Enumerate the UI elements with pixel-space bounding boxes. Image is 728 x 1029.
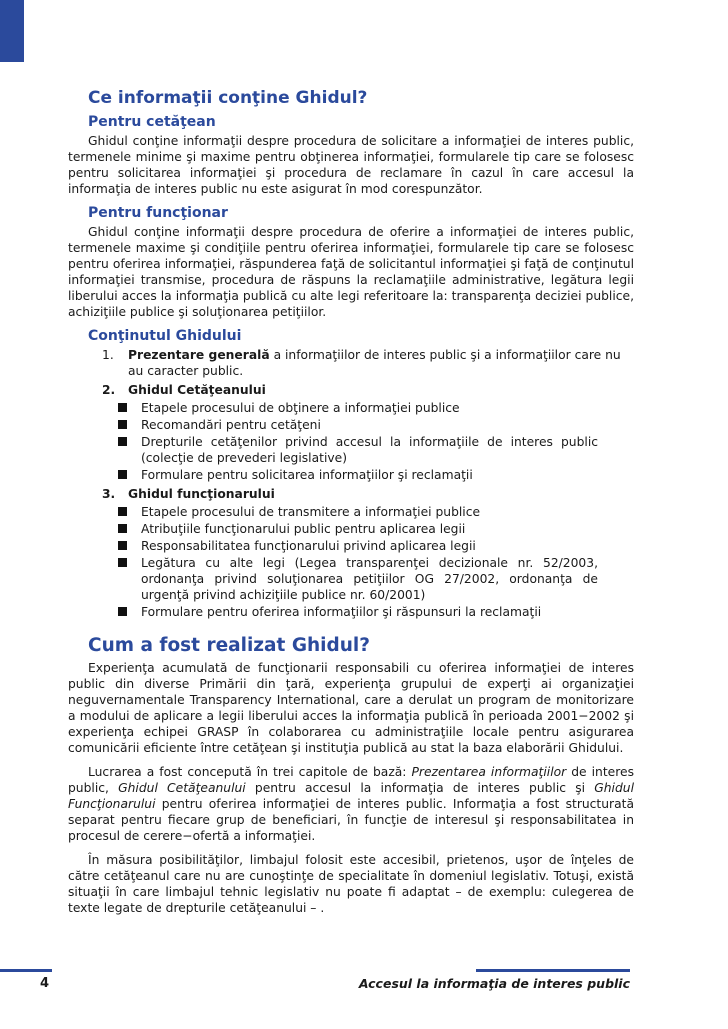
square-bullet-icon [118,470,127,479]
toc-number: 2. [102,383,116,397]
toc-number: 1. [102,348,114,362]
toc-body [128,347,634,379]
toc-item-2 [102,382,634,398]
subheading-citizens: Pentru cetăţean [88,114,216,130]
running-footer-title: Accesul la informaţia de interes public [358,976,630,991]
square-bullet-icon [118,420,127,429]
page-content [68,88,634,924]
toc-body [128,382,634,398]
square-bullet-icon [118,403,127,412]
toc-bullets-citizen [118,400,634,483]
list-item: Etapele procesului de transmitere a informaţiei publice [118,504,634,520]
citizens-paragraph: Ghidul conţine informaţii despre procedura de solicitare a informaţiei de interes public, termenele minime şi maxime pentru obţinerea informaţiei, formularele tip care se folosesc pentru solicitarea informaţiei şi procedura de reclamare în cazul în care accesul la informaţia de interes public nu este asigurat în mod corespunzător. [68,134,634,196]
page-number: 4 [40,976,50,991]
how-made-paragraph-2: Lucrarea a fost concepută în trei capitole de bază: Prezentarea informaţiilor de interes public, Ghidul Cetăţeanului pentru accesul la informaţia de interes public şi Ghidul Funcţionarului pentru oferirea informaţiei de interes public. Informaţia a fost structurată separat pentru fiecare grup de beneficiari, în funcţie de interesul şi responsabilitatea in procesul de cerere−ofertă a informaţiei. [68,765,634,843]
toc-title: Ghidul funcţionarului [128,487,275,501]
footer-rule-left [0,969,52,972]
table-of-contents [68,347,634,620]
toc-number: 3. [102,487,116,501]
toc-title: Prezentare generală [128,348,270,362]
square-bullet-icon [118,607,127,616]
square-bullet-icon [118,507,127,516]
list-item: Legătura cu alte legi (Legea transparenţei decizionale nr. 52/2003, ordonanţa privind soluţionarea petiţiilor OG 27/2002, ordonanţa de urgenţă privind achiziţiile publice nr. 60/2001) [118,555,634,603]
subheading-officials: Pentru funcţionar [88,205,228,221]
square-bullet-icon [118,524,127,533]
list-item: Drepturile cetăţenilor privind accesul la informaţiile de interes public (colecţie de prevederi legislative) [118,434,634,466]
toc-item-3 [102,486,634,502]
toc-body [128,486,634,502]
subheading-guide-contents: Conţinutul Ghidului [88,328,242,344]
list-item: Responsabilitatea funcţionarului privind aplicarea legii [118,538,634,554]
square-bullet-icon [118,541,127,550]
list-item: Recomandări pentru cetăţeni [118,417,634,433]
square-bullet-icon [118,558,127,567]
list-item: Atribuţiile funcţionarului public pentru aplicarea legii [118,521,634,537]
list-item: Etapele procesului de obţinere a informaţiei publice [118,400,634,416]
list-item: Formulare pentru solicitarea informaţiilor şi reclamaţii [118,467,634,483]
footer-rule-right [476,969,630,972]
toc-title: Ghidul Cetăţeanului [128,383,266,397]
officials-paragraph: Ghidul conţine informaţii despre procedura de oferire a informaţiei de interes public, termenele maxime şi condiţiile pentru oferirea informaţiei, formularele tip care se folosesc pentru oferirea informaţiei, răspunderea faţă de solicitantul informaţiei şi faţă de conţinutul informaţiei transmise, procedura de răspuns la reclamaţiile administrative, legătura legii liberului acces la informaţia publică cu alte legi referitoare la: transparenţa deciziei publice, achiziţiile publice şi soluţionarea petiţiilor. [68,225,634,319]
section-title-how-made: Cum a fost realizat Ghidul? [88,635,370,656]
list-item: Formulare pentru oferirea informaţiilor şi răspunsuri la reclamaţii [118,604,634,620]
toc-bullets-official [118,504,634,620]
how-made-paragraph-1: Experienţa acumulată de funcţionarii responsabili cu oferirea informaţiei de interes public din diverse Primării din ţară, experienţa grupului de experţi ai organizaţiei neguvernamentale Transparency International, care a derulat un program de monitorizare a modului de aplicare a legii liberului acces la informaţia publică în perioada 2001−2002 şi experienţa echipei GRASP în colaborarea cu administraţiile locale pentru asigurarea comunicării eficiente între cetăţean şi instituţia publică au stat la baza elaborării Ghidului. [68,661,634,755]
corner-decoration [0,0,24,62]
section-title-contents: Ce informaţii conţine Ghidul? [88,88,368,108]
toc-description: a informaţiilor de interes public şi a informaţiilor care nu au caracter public. [128,348,621,378]
spacer [68,621,634,635]
square-bullet-icon [118,437,127,446]
toc-item-1 [102,347,634,379]
how-made-paragraph-3: În măsura posibilităţilor, limbajul folosit este accesibil, prietenos, uşor de înţeles de către cetăţeanul care nu are cunoştinţe de specialitate în domeniul legislativ. Totuşi, există situaţii în care limbajul tehnic legislativ nu poate fi adaptat – de exemplu: culegerea de texte legate de drepturile cetăţeanului – . [68,853,634,915]
